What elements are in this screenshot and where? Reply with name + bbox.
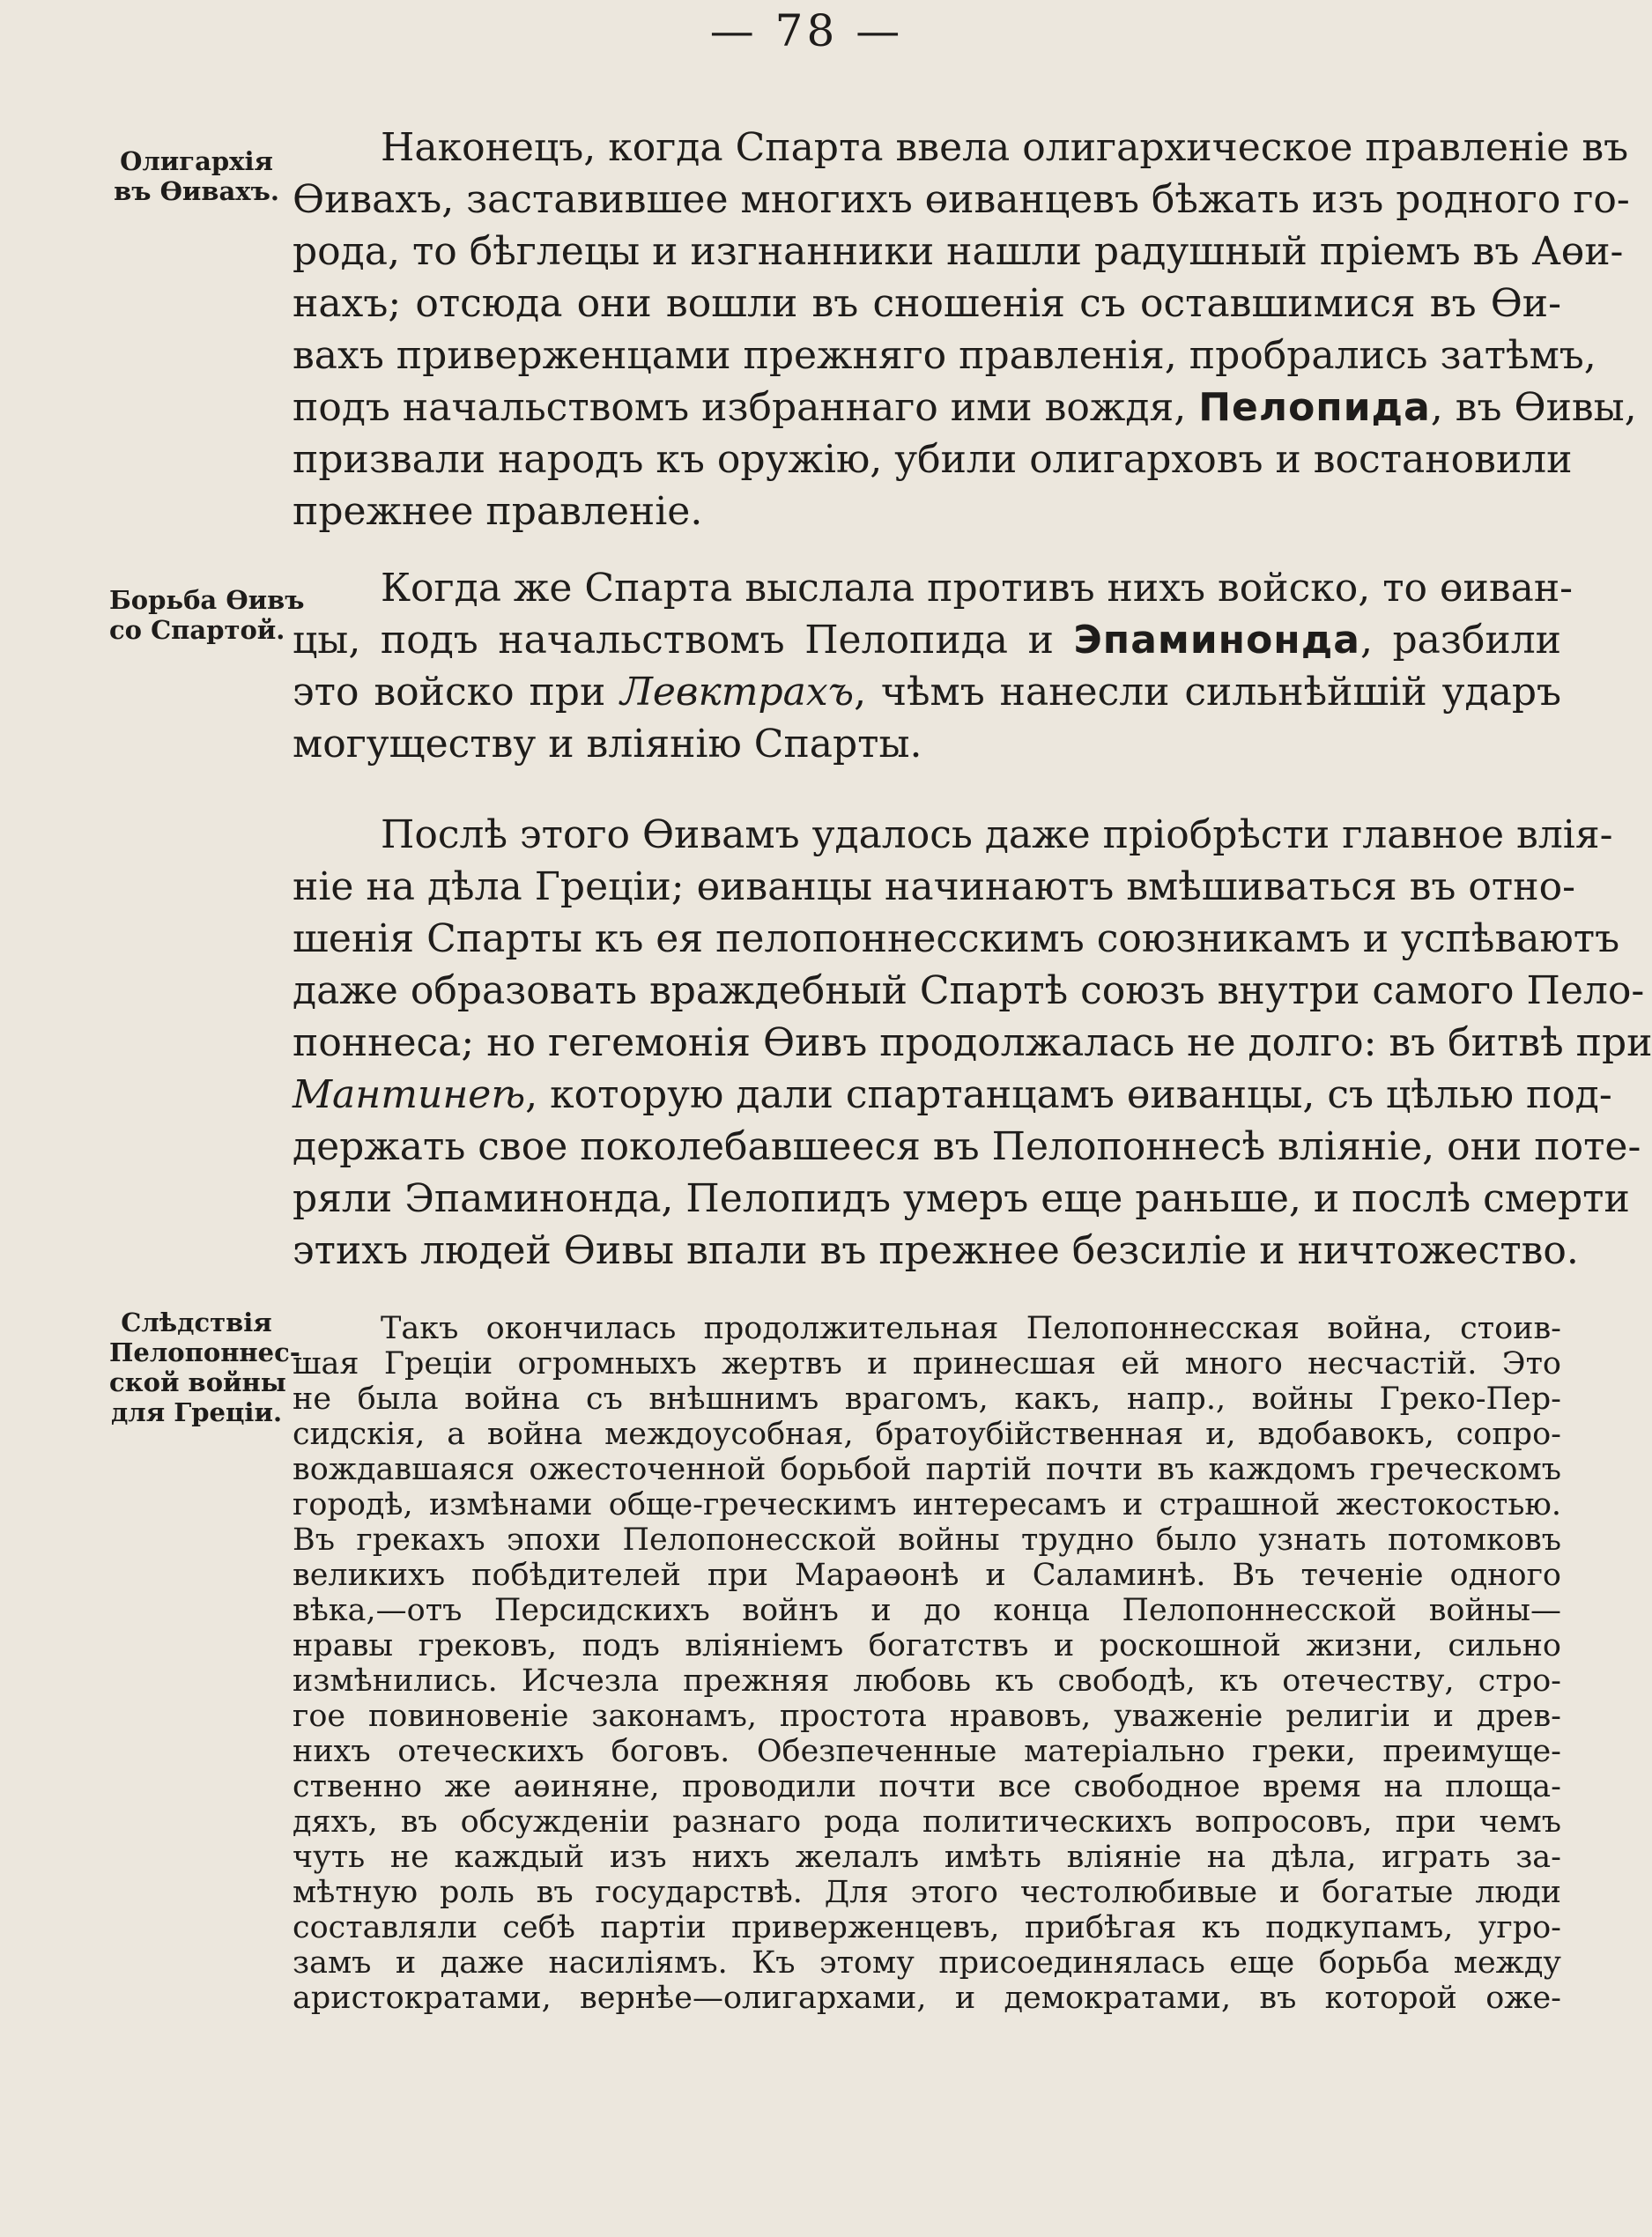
paragraph-theban-hegemony [293,809,1652,1277]
text-line: ніе на дѣла Греціи; өиванцы начинаютъ вмѣшиваться въ отно- [293,864,1575,909]
text-line: вахъ приверженцами прежняго правленія, пробрались затѣмъ, [293,333,1596,378]
text-line: нахъ; отсюда они вошли въ сношенія съ оставшимися въ Өи- [293,281,1561,326]
text-line [293,381,1637,433]
text-line: шая Греціи огромныхъ жертвъ и принесшая ей много несчастій. Это [293,1346,1561,1381]
text-fragment: это войско при [293,670,621,715]
sidenote-line: Пелопоннес- [109,1337,300,1367]
text-line: рода, то бѣглецы и изгнанники нашли радушный пріемъ въ Аөи- [293,229,1624,274]
text-line: составляли себѣ партіи приверженцевъ, прибѣгая къ подкупамъ, угро- [293,1910,1561,1945]
text-line: нихъ отеческихъ боговъ. Обезпеченные матеріально греки, преимуще- [293,1734,1561,1769]
sidenote-line: для Греціи. [110,1397,283,1427]
place-mantinea: Мантинеѣ [293,1072,526,1117]
text-line: шенія Спарты къ ея пелопоннесскимъ союзникамъ и успѣваютъ [293,916,1620,961]
text-line: призвали народъ къ оружію, убили олигарховъ и востановили [293,437,1573,482]
text-line: аристократами, вернѣе—олигархами, и демократами, въ которой оже- [293,1981,1561,2016]
text-line: даже образовать враждебный Спартѣ союзъ внутри самого Пело- [293,968,1645,1013]
text-line: сидскія, а война междоусобная, братоубійственная и, вдобавокъ, сопро- [293,1417,1561,1452]
text-line: могуществу и вліянію Спарты. [293,722,922,767]
paragraph-thebes-vs-sparta [293,562,1574,770]
place-leuctra: Левктрахъ [620,670,855,715]
text-line: ряли Эпаминонда, Пелопидъ умеръ еще раньше, и послѣ смерти [293,1176,1630,1221]
paragraph-consequences [293,1311,1561,2016]
text-line: дяхъ, въ обсужденіи разнаго рода политическихъ вопросовъ, при чемъ [293,1804,1561,1840]
name-epaminondas: Эпаминонда [1073,618,1360,663]
text-fragment: подъ начальствомъ избраннаго ими вождя, [293,385,1199,430]
page-number: — 78 — [709,5,904,56]
sidenote-line: со Спартой. [109,615,285,645]
sidenote-line: Олигархія [120,146,273,176]
paragraph-oligarchy [293,122,1637,537]
text-line [293,666,1561,718]
text-line: вѣка,—отъ Персидскихъ войнъ и до конца Пелопоннесской войны— [293,1593,1561,1628]
text-line: великихъ побѣдителей при Мараөонѣ и Саламинѣ. Въ теченіе одного [293,1558,1561,1593]
text-line: вождавшаяся ожесточенной борьбой партій почти въ каждомъ греческомъ [293,1452,1561,1487]
text-line [293,1069,1612,1121]
text-line: Такъ окончилась продолжительная Пелопоннесская война, стоив- [381,1311,1561,1346]
text-line: этихъ людей Өивы впали въ прежнее безсиліе и ничтожество. [293,1228,1579,1273]
text-line: Послѣ этого Өивамъ удалось даже пріобрѣсти главное влія- [381,812,1613,857]
text-fragment: цы, подъ начальствомъ Пелопида и [293,618,1074,663]
text-line: городѣ, измѣнами обще-греческимъ интересамъ и страшной жестокостью. [293,1487,1561,1522]
text-line: чуть не каждый изъ нихъ желалъ имѣть вліяніе на дѣла, играть за- [293,1840,1561,1875]
text-line: поннеса; но гегемонія Өивъ продолжалась не долго: въ битвѣ при [293,1020,1652,1065]
text-line: нравы грековъ, подъ вліяніемъ богатствъ и роскошной жизни, сильно [293,1628,1561,1663]
sidenote-thebes-vs-sparta [109,585,305,645]
text-line: Въ грекахъ эпохи Пелопонесской войны трудно было узнать потомковъ [293,1522,1561,1558]
sidenote-line: ской войны [109,1367,286,1397]
text-line: гое повиновеніе законамъ, простота нравовъ, уваженіе религіи и древ- [293,1699,1561,1734]
text-fragment: , разбили [1359,618,1561,663]
text-line: не была война съ внѣшнимъ врагомъ, какъ, напр., войны Греко-Пер- [293,1381,1561,1417]
sidenote-consequences [109,1307,300,1427]
text-line: ственно же аөиняне, проводили почти все свободное время на площа- [293,1769,1561,1804]
text-line [293,614,1561,666]
sidenote-line: Слѣдствія [121,1307,272,1337]
name-pelopidas: Пелопида [1198,385,1431,430]
text-line: измѣнились. Исчезла прежняя любовь къ свободѣ, къ отечеству, стро- [293,1663,1561,1699]
sidenote-line: Борьба Өивъ [109,585,305,615]
text-fragment: , чѣмъ нанесли сильнѣйшій ударъ [854,670,1561,715]
text-line: держать свое поколебавшееся въ Пелопоннесѣ вліяніе, они поте- [293,1124,1641,1169]
text-line: Өивахъ, заставившее многихъ өиванцевъ бѣжать изъ родного го- [293,177,1630,222]
text-fragment: , въ Өивы, [1430,385,1637,430]
text-fragment: , которую дали спартанцамъ өиванцы, съ цѣлью под- [525,1072,1612,1117]
sidenote-line: въ Өивахъ. [114,176,279,206]
text-line: мѣтную роль въ государствѣ. Для этого честолюбивые и богатые люди [293,1875,1561,1910]
sidenote-oligarchy [109,146,284,206]
text-line: Когда же Спарта выслала противъ нихъ войско, то өиван- [381,566,1574,611]
text-line: замъ и даже насиліямъ. Къ этому присоединялась еще борьба между [293,1945,1561,1981]
text-line: Наконецъ, когда Спарта ввела олигархическое правленіе въ [381,125,1629,170]
text-line: прежнее правленіе. [293,489,703,534]
